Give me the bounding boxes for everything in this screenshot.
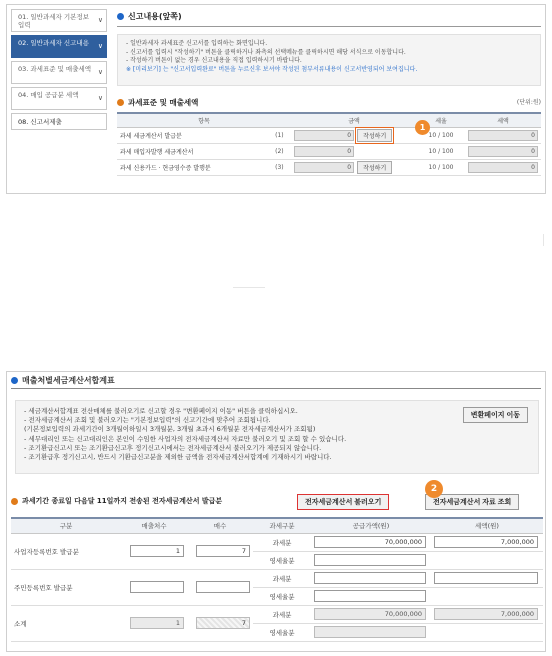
bullet-icon	[117, 99, 124, 106]
tax-base-table	[117, 112, 541, 176]
row-label: 과세 세금계산서 발급분	[117, 127, 268, 143]
sidebar-item-label: 02. 일반과세자 신고내용	[18, 39, 89, 47]
group-label: 주민등록번호 발급분	[11, 569, 121, 605]
convert-page-button[interactable]: 변환페이지 이동	[463, 407, 528, 423]
query-e-invoice-button[interactable]: 전자세금계산서 자료 조회	[425, 494, 519, 510]
amount-field[interactable]: 0	[294, 162, 354, 173]
amount-field[interactable]: 0	[294, 130, 354, 141]
notice-line: - 일반과세자 과세표준 신고서를 입력하는 화면입니다.	[126, 40, 268, 47]
notice-line: - 세금계산서합계표 전산매체를 불러오기로 신고할 경우 "변환페이지 이동" 버튼을 클릭하십시오.	[24, 407, 298, 415]
column-header: 매수	[187, 518, 253, 533]
column-header: 과세구분	[253, 518, 311, 533]
amount-field[interactable]: 0	[294, 146, 354, 157]
tax-field[interactable]: 0	[468, 162, 538, 173]
section-title: 과세표준 및 매출세액	[128, 98, 199, 107]
notice-line: (기본정보입력의 과세기간이 3개월이하일시 3개월분, 3개월 초과시 6개월분 전자세금계산서가 조회됨)	[24, 425, 316, 434]
declaration-content	[117, 11, 541, 176]
row-label: 과세 매입자발행 세금계산서	[117, 143, 268, 159]
sidebar-item-label: 03. 과세표준 및 매출세액	[18, 65, 92, 73]
declaration-panel	[6, 4, 546, 194]
chevron-down-icon: ∨	[97, 16, 103, 24]
divider	[233, 287, 265, 288]
rate-value: 10 / 100	[417, 159, 465, 175]
sidebar-item-declaration[interactable]	[11, 35, 107, 58]
table-row	[11, 533, 543, 551]
notice-line: - 세무대리인 또는 신고대리인은 본인이 수임한 사업자의 전자세금계산서 자료만 불러오기 및 조회 할 수 있습니다.	[24, 434, 347, 443]
supply-amount-field: 70,000,000	[314, 608, 426, 620]
sidebar-item-basic-info[interactable]	[11, 9, 107, 32]
sheet-count-field[interactable]	[196, 581, 250, 593]
tax-field[interactable]: 0	[468, 146, 538, 157]
column-header: 세율	[417, 113, 465, 127]
table-row	[11, 569, 543, 587]
supply-amount-field[interactable]	[314, 590, 426, 602]
chevron-down-icon: ∨	[97, 94, 103, 102]
divider	[543, 234, 544, 246]
row-number: (3)	[268, 159, 291, 175]
column-header: 금액	[291, 113, 417, 127]
bullet-icon	[11, 498, 18, 505]
rate-value: 10 / 100	[417, 143, 465, 159]
tax-kind: 과세분	[253, 533, 311, 551]
row-number: (2)	[268, 143, 291, 159]
chevron-down-icon: ∨	[97, 42, 103, 50]
notice-line: - 작성하기 버튼이 없는 경우 신고내용을 직접 입력하시기 바랍니다.	[126, 57, 302, 64]
control-label: 과세기간 종료일 다음달 11일까지 전송된 전자세금계산서 발급분	[22, 497, 223, 505]
column-header: 매출처수	[121, 518, 187, 533]
notice-line: ※ [미리보기] 는 "신고서입력완료" 버튼을 누르신후 보셔야 작성된 첨부서류내용이 신고서반영되어 보여집니다.	[126, 65, 418, 73]
rate-value: 10 / 100	[417, 127, 465, 143]
customer-count-field: 1	[130, 617, 184, 629]
tax-amount-field[interactable]: 7,000,000	[434, 536, 538, 548]
table-row	[117, 143, 541, 159]
group-label: 사업자등록번호 발급분	[11, 533, 121, 569]
notice-box	[117, 34, 541, 86]
tax-kind: 과세분	[253, 569, 311, 587]
tax-amount-field[interactable]	[434, 572, 538, 584]
table-row	[117, 159, 541, 175]
step-badge: 1	[415, 120, 430, 135]
sidebar-item-label: 08. 신고서제출	[18, 118, 62, 126]
write-button[interactable]: 작성하기	[357, 129, 392, 142]
row-number: (1)	[268, 127, 291, 143]
write-button[interactable]: 작성하기	[357, 161, 392, 174]
group-label: 소계	[11, 605, 121, 641]
notice-line: - 조기환급신고시 또는 조기환급신고후 정기신고시에서는 전자세금계산서 불러오기가 제공되지 않습니다.	[24, 443, 322, 452]
customer-count-field[interactable]: 1	[130, 545, 184, 557]
bullet-icon	[11, 377, 18, 384]
tax-kind: 과세분	[253, 605, 311, 623]
column-header: 공급가액(원)	[311, 518, 431, 533]
step-badge: 2	[425, 480, 443, 498]
column-header: 항목	[117, 113, 291, 127]
sidebar-nav	[11, 9, 107, 133]
row-label: 과세 신용카드 · 현금영수증 발행분	[117, 159, 268, 175]
customer-count-field[interactable]	[130, 581, 184, 593]
chevron-down-icon: ∨	[97, 68, 103, 76]
notice-line: - 전자세금계산서 조회 및 불러오기는 "기본정보입력"의 신고기간에 맞추어 조회됩니다.	[24, 416, 271, 425]
column-header: 세액	[465, 113, 541, 127]
section-header	[117, 97, 541, 108]
notice-line: - 신고서를 입력시 "작성하기" 버튼을 클릭하거나 좌측의 선택메뉴를 클릭하시면 해당 서식으로 이동합니다.	[126, 48, 406, 56]
tax-field[interactable]: 0	[468, 130, 538, 141]
supply-amount-field[interactable]	[314, 572, 426, 584]
sales-summary-table	[11, 517, 543, 642]
sidebar-item-submit[interactable]	[11, 113, 107, 130]
page-title: 매출처별세금계산서합계표	[11, 375, 115, 386]
notice-line: - 조기환급후 정기신고시, 반드시 기환급신고분을 제외한 금액을 전자세금계산서합계에 기재하시기 바랍니다.	[24, 453, 332, 462]
load-e-invoice-button[interactable]: 전자세금계산서 불러오기	[297, 494, 389, 510]
unit-label: (단위:원)	[516, 99, 541, 106]
supply-amount-field[interactable]: 70,000,000	[314, 536, 426, 548]
sidebar-item-label: 01. 일반과세자 기본정보 입력	[18, 13, 89, 29]
column-header: 구분	[11, 518, 121, 533]
sheet-count-field: 7	[196, 617, 250, 629]
supply-amount-field[interactable]	[314, 554, 426, 566]
supply-amount-field	[314, 626, 426, 638]
sales-invoice-panel	[6, 371, 546, 652]
column-header: 세액(원)	[431, 518, 543, 533]
sheet-count-field[interactable]: 7	[196, 545, 250, 557]
tax-kind: 영세율분	[253, 551, 311, 569]
page-title: 신고내용(앞쪽)	[117, 11, 541, 27]
table-row	[117, 127, 541, 143]
tax-kind: 영세율분	[253, 623, 311, 641]
bullet-icon	[117, 13, 124, 20]
divider	[11, 388, 541, 389]
sidebar-item-tax-base[interactable]	[11, 61, 107, 84]
table-row	[11, 605, 543, 623]
notice-box	[15, 400, 539, 474]
sidebar-item-purchase[interactable]	[11, 87, 107, 110]
tax-kind: 영세율분	[253, 587, 311, 605]
tax-amount-field: 7,000,000	[434, 608, 538, 620]
sidebar-item-label: 04. 매입 공급분 세액	[18, 91, 79, 99]
